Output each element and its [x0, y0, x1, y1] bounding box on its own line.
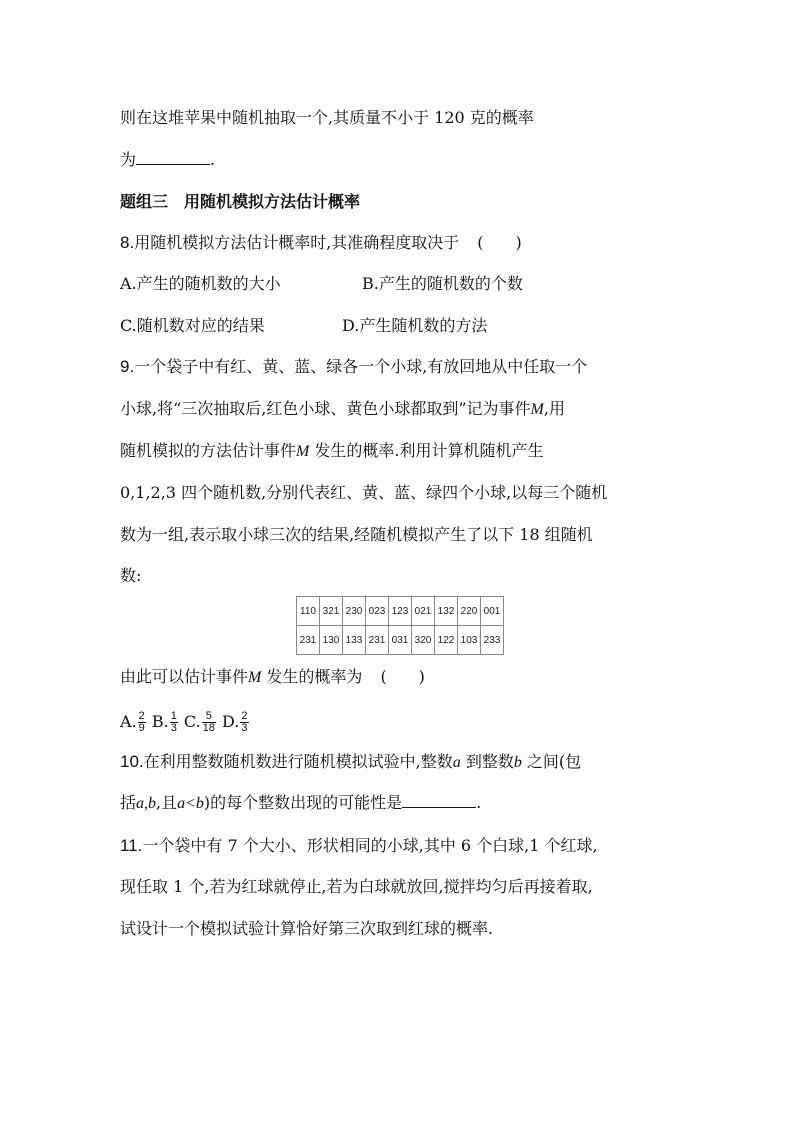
var-m: M — [248, 669, 262, 686]
q9-line-5 — [120, 525, 593, 545]
option-label: A. — [120, 712, 137, 731]
q11-line-3 — [120, 919, 493, 939]
random-number-table — [296, 596, 504, 655]
table-cell: 123 — [389, 597, 412, 626]
q9-question — [120, 667, 425, 688]
option-label: C. — [183, 712, 201, 731]
table-cell: 132 — [435, 597, 458, 626]
table-row — [297, 626, 504, 655]
table-cell: 220 — [458, 597, 481, 626]
heading-text: 题组三 用随机模拟方法估计概率 — [120, 192, 361, 211]
q10-text-f: )的每个整数出现的可能性是 — [203, 793, 403, 812]
q9-option-a[interactable] — [120, 710, 147, 734]
table-cell: 031 — [389, 626, 412, 655]
q10-text-e: ,且 — [156, 793, 178, 812]
table-cell: 321 — [320, 597, 343, 626]
q9-question-end: 发生的概率为 — [261, 667, 363, 686]
q8-text: 用随机模拟方法估计概率时,其准确程度取决于 — [134, 233, 460, 252]
fraction — [240, 711, 248, 734]
q9-line-5-text: 数为一组,表示取小球三次的结果,经随机模拟产生了以下 18 组随机 — [120, 525, 593, 544]
q11-line-2-text: 现任取 1 个,若为红球就停止,若为白球就放回,搅拌均匀后再接着取, — [120, 877, 593, 896]
inequality: a<b — [177, 795, 204, 812]
q9-line-1: 一个袋子中有红、黄、蓝、绿各一个小球,有放回地从中任取一个 — [134, 357, 588, 376]
var-ab: a,b — [136, 795, 157, 812]
answer-blank[interactable] — [136, 150, 210, 165]
q9-options — [120, 709, 250, 735]
fraction — [138, 711, 146, 734]
table-cell: 103 — [458, 626, 481, 655]
q8-options-row-2 — [120, 316, 488, 336]
text-wei: 为 — [120, 150, 137, 169]
q11-line-3-text: 试设计一个模拟试验计算恰好第三次取到红球的概率. — [120, 919, 494, 938]
q9-line-2-end: ,用 — [543, 399, 565, 418]
text-line-answer-blank — [120, 150, 215, 170]
denominator: 18 — [202, 722, 215, 734]
numerator: 2 — [241, 710, 248, 722]
q10-text-a: 在利用整数随机数进行随机模拟试验中,整数 — [143, 752, 453, 771]
q9-line-4 — [120, 483, 607, 503]
question-10 — [120, 752, 581, 773]
table-cell: 230 — [343, 597, 366, 626]
table-cell: 023 — [366, 597, 389, 626]
q11-number: 11. — [120, 836, 143, 855]
q11-line-2 — [120, 877, 593, 897]
table-row — [297, 597, 504, 626]
fraction — [202, 711, 216, 734]
table-cell: 231 — [366, 626, 389, 655]
q8-answer-paren[interactable]: ( ) — [477, 233, 522, 252]
q9-line-6 — [120, 566, 141, 586]
q8-option-c[interactable]: C.随机数对应的结果 — [120, 316, 265, 335]
q10-text-b: 到整数 — [460, 752, 514, 771]
q10-text-d: 括 — [120, 793, 137, 812]
q10-line-2 — [120, 793, 481, 814]
table-cell: 130 — [320, 626, 343, 655]
text-period: . — [210, 150, 216, 169]
q9-line-4-text: 0,1,2,3 四个随机数,分别代表红、黄、蓝、绿四个小球,以每三个随机 — [120, 483, 608, 502]
denominator: 3 — [170, 722, 177, 734]
table-cell: 021 — [412, 597, 435, 626]
denominator: 3 — [241, 722, 248, 734]
q9-answer-paren[interactable]: ( ) — [380, 667, 425, 686]
question-11 — [120, 836, 598, 856]
var-m: M — [530, 401, 544, 418]
q9-option-c[interactable] — [183, 710, 217, 734]
question-9 — [120, 357, 587, 377]
text-period: . — [476, 793, 482, 812]
q9-question-text: 由此可以估计事件 — [120, 667, 249, 686]
table-cell: 122 — [435, 626, 458, 655]
q9-line-6-text: 数: — [120, 566, 142, 585]
var-b: b — [513, 754, 522, 771]
q11-line-1: 一个袋中有 7 个大小、形状相同的小球,其中 6 个白球,1 个红球, — [142, 836, 598, 855]
numerator: 1 — [170, 710, 177, 722]
fraction — [170, 711, 178, 734]
answer-blank[interactable] — [402, 793, 476, 808]
numerator: 5 — [202, 711, 216, 723]
denominator: 9 — [138, 722, 145, 734]
var-m: M — [296, 443, 310, 460]
table-cell: 110 — [297, 597, 320, 626]
table-cell: 320 — [412, 626, 435, 655]
text-q7-tail: 则在这堆苹果中随机抽取一个,其质量不小于 120 克的概率 — [120, 108, 534, 127]
question-8 — [120, 233, 522, 253]
q8-options-row-1 — [120, 274, 523, 294]
table-cell: 233 — [481, 626, 504, 655]
q9-line-3-end: 发生的概率.利用计算机随机产生 — [309, 441, 544, 460]
text-line-probability — [120, 108, 534, 128]
option-label: B. — [151, 712, 169, 731]
table-cell: 231 — [297, 626, 320, 655]
q8-option-b[interactable]: B.产生的随机数的个数 — [362, 274, 523, 293]
q8-number: 8. — [120, 233, 135, 252]
var-a: a — [452, 754, 461, 771]
q9-number: 9. — [120, 357, 135, 376]
q9-line-2-text: 小球,将“三次抽取后,红色小球、黄色小球都取到”记为事件 — [120, 399, 531, 418]
q9-line-3 — [120, 441, 544, 462]
table-cell: 001 — [481, 597, 504, 626]
q9-line-2 — [120, 399, 565, 420]
option-label: D. — [222, 712, 240, 731]
q8-option-a[interactable]: A.产生的随机数的大小 — [120, 274, 281, 293]
numerator: 2 — [138, 710, 145, 722]
q8-option-d[interactable]: D.产生随机数的方法 — [342, 316, 488, 335]
section-heading — [120, 192, 360, 212]
q10-number: 10. — [120, 752, 144, 771]
q9-option-d[interactable] — [222, 710, 249, 734]
table-cell: 133 — [343, 626, 366, 655]
q10-text-c: 之间(包 — [521, 752, 582, 771]
q9-line-3-text: 随机模拟的方法估计事件 — [120, 441, 297, 460]
q9-option-b[interactable] — [151, 710, 179, 734]
